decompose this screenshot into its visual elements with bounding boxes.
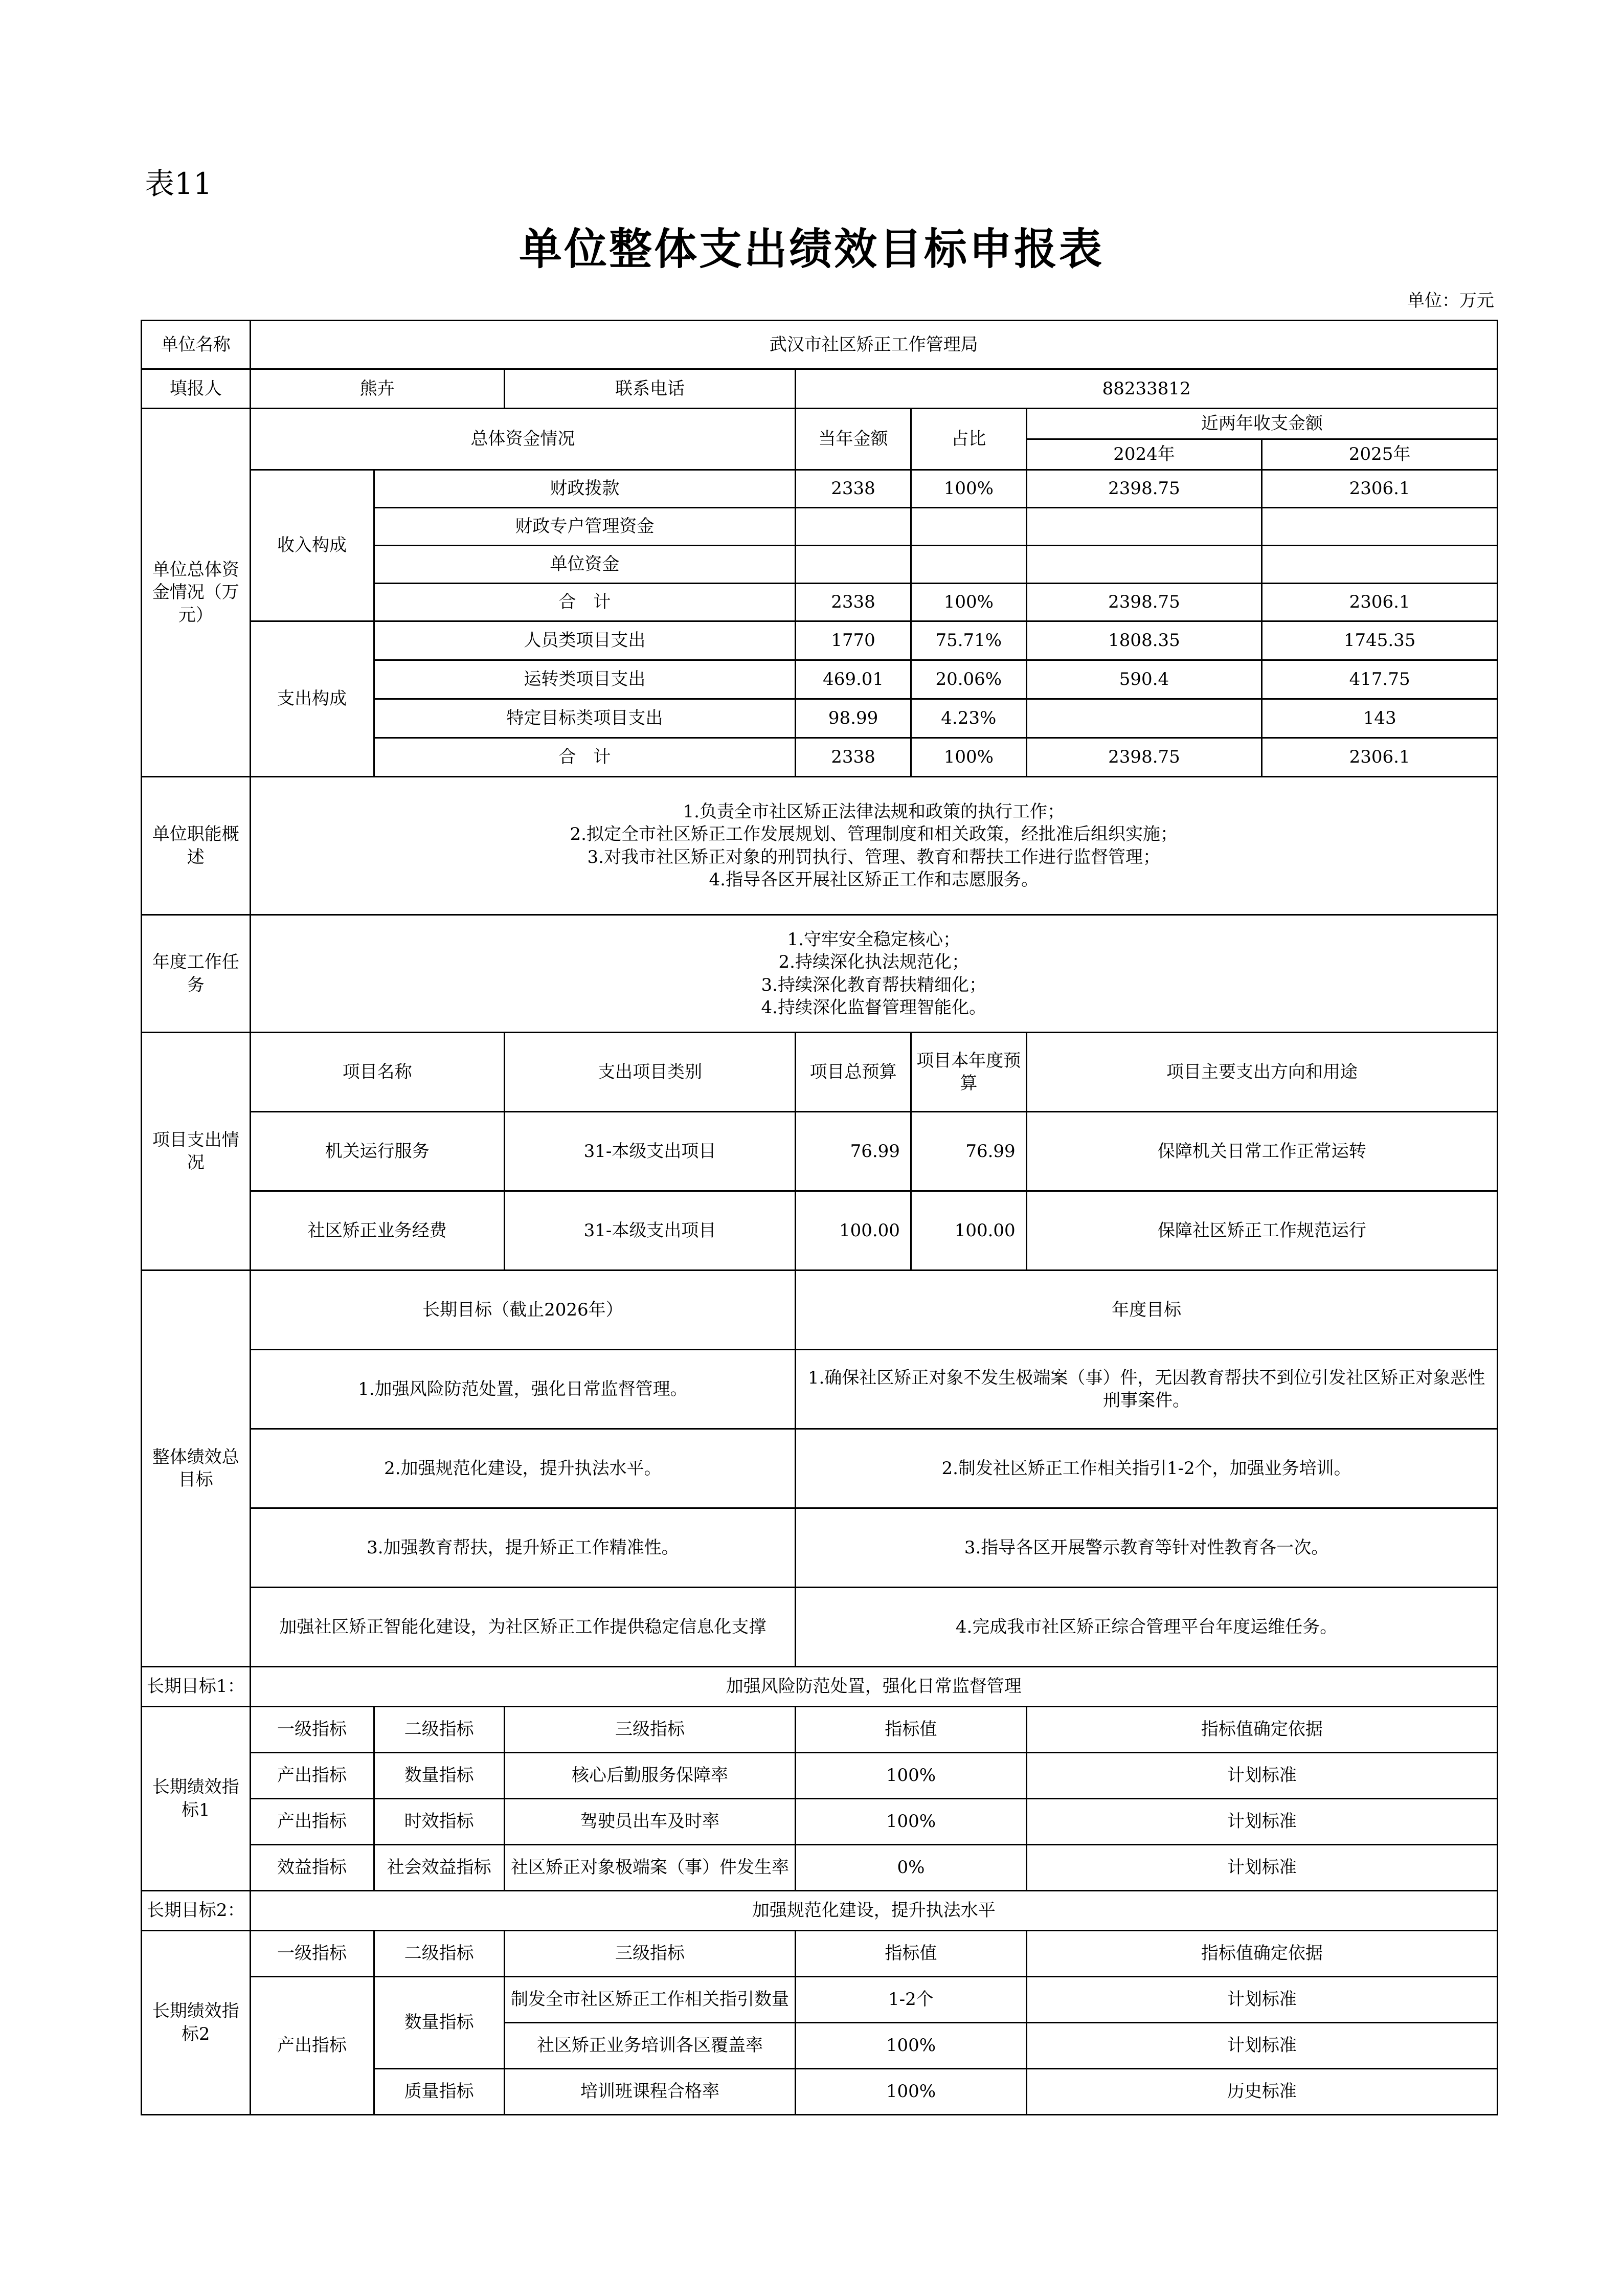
long-term-goal: 3.加强教育帮扶，提升矫正工作精准性。 [250, 1508, 796, 1588]
long-term-goal: 2.加强规范化建设，提升执法水平。 [250, 1429, 796, 1508]
expense-2024: 2398.75 [1026, 738, 1262, 777]
indicator-basis: 计划标准 [1026, 1977, 1497, 2023]
expense-amount: 2338 [796, 738, 911, 777]
expense-label: 支出构成 [250, 621, 374, 777]
project-year: 76.99 [911, 1112, 1026, 1191]
expense-amount: 469.01 [796, 660, 911, 699]
project-total: 76.99 [796, 1112, 911, 1191]
project-total: 100.00 [796, 1191, 911, 1270]
income-amount: 2338 [796, 584, 911, 621]
duty-item: 1.负责全市社区矫正法律法规和政策的执行工作； [683, 801, 1065, 822]
expense-2025: 143 [1262, 699, 1498, 738]
expense-2024: 1808.35 [1026, 621, 1262, 660]
indicator-value: 100% [796, 1799, 1026, 1845]
income-2025: 2306.1 [1262, 470, 1498, 508]
value-header: 指标值 [796, 1707, 1026, 1753]
long-term-goal-1-text: 加强风险防范处置，强化日常监督管理 [250, 1667, 1497, 1707]
indicator-level2: 社会效益指标 [374, 1845, 504, 1891]
year-2025-header: 2025年 [1262, 439, 1498, 470]
value-header: 指标值 [796, 1931, 1026, 1977]
level2-header: 二级指标 [374, 1931, 504, 1977]
indicators-2-label: 长期绩效指标2 [142, 1931, 251, 2115]
ratio-header: 占比 [911, 409, 1026, 470]
level3-header: 三级指标 [504, 1931, 795, 1977]
project-name: 机关运行服务 [250, 1112, 504, 1191]
indicator-basis: 计划标准 [1026, 1845, 1497, 1891]
level1-header: 一级指标 [250, 1931, 374, 1977]
indicator-basis: 历史标准 [1026, 2069, 1497, 2115]
indicator-level2: 数量指标 [374, 1753, 504, 1799]
indicator-value: 100% [796, 1753, 1026, 1799]
income-ratio: 100% [911, 584, 1026, 621]
project-purpose-header: 项目主要支出方向和用途 [1026, 1033, 1497, 1112]
indicator-value: 1-2个 [796, 1977, 1026, 2023]
duties-label: 单位职能概述 [142, 777, 251, 915]
project-category: 31-本级支出项目 [504, 1112, 795, 1191]
project-purpose: 保障机关日常工作正常运转 [1026, 1112, 1497, 1191]
expense-ratio: 4.23% [911, 699, 1026, 738]
indicator-level1: 产出指标 [250, 1977, 374, 2115]
expense-ratio: 100% [911, 738, 1026, 777]
long-term-goal-2-label: 长期目标2： [142, 1891, 251, 1931]
expense-2025: 417.75 [1262, 660, 1498, 699]
phone-label: 联系电话 [504, 369, 795, 409]
long-term-goal-1-label: 长期目标1： [142, 1667, 251, 1707]
project-year-header: 项目本年度预算 [911, 1033, 1026, 1112]
goals-label: 整体绩效总目标 [142, 1270, 251, 1667]
long-term-goal: 加强社区矫正智能化建设，为社区矫正工作提供稳定信息化支撑 [250, 1588, 796, 1667]
indicator-value: 100% [796, 2023, 1026, 2069]
expense-amount: 98.99 [796, 699, 911, 738]
task-item: 2.持续深化执法规范化； [778, 952, 969, 973]
income-item: 财政拨款 [374, 470, 796, 508]
phone-number: 88233812 [796, 369, 1498, 409]
income-2024: 2398.75 [1026, 584, 1262, 621]
income-amount [796, 508, 911, 546]
year-2024-header: 2024年 [1026, 439, 1262, 470]
expense-2024 [1026, 699, 1262, 738]
indicator-value: 100% [796, 2069, 1026, 2115]
project-category: 31-本级支出项目 [504, 1191, 795, 1270]
expense-ratio: 20.06% [911, 660, 1026, 699]
indicator-level1: 产出指标 [250, 1753, 374, 1799]
indicator-level3: 社区矫正业务培训各区覆盖率 [504, 2023, 795, 2069]
tasks-text [250, 915, 1497, 1033]
tasks-label: 年度工作任务 [142, 915, 251, 1033]
page-title: 单位整体支出绩效目标申报表 [519, 224, 1104, 274]
table-number: 表11 [145, 166, 212, 201]
task-item: 3.持续深化教育帮扶精细化； [761, 974, 986, 995]
long-term-goal: 1.加强风险防范处置，强化日常监督管理。 [250, 1350, 796, 1429]
indicator-basis: 计划标准 [1026, 1799, 1497, 1845]
task-item: 1.守牢安全稳定核心； [787, 929, 960, 950]
indicator-level3: 驾驶员出车及时率 [504, 1799, 795, 1845]
org-name: 武汉市社区矫正工作管理局 [250, 321, 1497, 369]
project-year: 100.00 [911, 1191, 1026, 1270]
expense-item: 运转类项目支出 [374, 660, 796, 699]
indicator-basis: 计划标准 [1026, 1753, 1497, 1799]
duty-item: 2.拟定全市社区矫正工作发展规划、管理制度和相关政策，经批准后组织实施； [570, 824, 1178, 845]
filler-label: 填报人 [142, 369, 251, 409]
filler-name: 熊卉 [250, 369, 504, 409]
indicator-level1: 效益指标 [250, 1845, 374, 1891]
annual-goal-header: 年度目标 [796, 1270, 1498, 1350]
annual-goal: 3.指导各区开展警示教育等针对性教育各一次。 [796, 1508, 1498, 1588]
expense-item: 特定目标类项目支出 [374, 699, 796, 738]
income-2025: 2306.1 [1262, 584, 1498, 621]
expense-2024: 590.4 [1026, 660, 1262, 699]
income-amount: 2338 [796, 470, 911, 508]
duty-item: 3.对我市社区矫正对象的刑罚执行、管理、教育和帮扶工作进行监督管理； [587, 846, 1160, 867]
indicator-level2: 时效指标 [374, 1799, 504, 1845]
expense-ratio: 75.71% [911, 621, 1026, 660]
project-total-header: 项目总预算 [796, 1033, 911, 1112]
income-ratio [911, 546, 1026, 584]
income-ratio: 100% [911, 470, 1026, 508]
level3-header: 三级指标 [504, 1707, 795, 1753]
indicator-level3: 制发全市社区矫正工作相关指引数量 [504, 1977, 795, 2023]
task-item: 4.持续深化监督管理智能化。 [761, 997, 986, 1018]
expense-2025: 2306.1 [1262, 738, 1498, 777]
basis-header: 指标值确定依据 [1026, 1707, 1497, 1753]
annual-goal: 1.确保社区矫正对象不发生极端案（事）件，无因教育帮扶不到位引发社区矫正对象恶性刑事案件。 [796, 1350, 1498, 1429]
org-name-label: 单位名称 [142, 321, 251, 369]
project-purpose: 保障社区矫正工作规范运行 [1026, 1191, 1497, 1270]
duty-item: 4.指导各区开展社区矫正工作和志愿服务。 [709, 869, 1039, 890]
indicator-level2-quality: 质量指标 [374, 2069, 504, 2115]
expense-2025: 1745.35 [1262, 621, 1498, 660]
expense-total: 合 计 [374, 738, 796, 777]
project-name-header: 项目名称 [250, 1033, 504, 1112]
income-2025 [1262, 546, 1498, 584]
indicator-level1: 产出指标 [250, 1799, 374, 1845]
indicator-level3: 核心后勤服务保障率 [504, 1753, 795, 1799]
income-label: 收入构成 [250, 470, 374, 621]
unit-note: 单位：万元 [1407, 291, 1494, 311]
income-item: 单位资金 [374, 546, 796, 584]
annual-goal: 2.制发社区矫正工作相关指引1-2个，加强业务培训。 [796, 1429, 1498, 1508]
basis-header: 指标值确定依据 [1026, 1931, 1497, 1977]
annual-goal: 4.完成我市社区矫正综合管理平台年度运维任务。 [796, 1588, 1498, 1667]
income-amount [796, 546, 911, 584]
level1-header: 一级指标 [250, 1707, 374, 1753]
income-2025 [1262, 508, 1498, 546]
long-term-goal-header: 长期目标（截止2026年） [250, 1270, 796, 1350]
indicator-value: 0% [796, 1845, 1026, 1891]
funds-section-label: 单位总体资金情况（万元） [142, 409, 251, 777]
indicator-level3: 社区矫正对象极端案（事）件发生率 [504, 1845, 795, 1891]
level2-header: 二级指标 [374, 1707, 504, 1753]
current-amount-header: 当年金额 [796, 409, 911, 470]
income-2024 [1026, 508, 1262, 546]
project-name: 社区矫正业务经费 [250, 1191, 504, 1270]
project-category-header: 支出项目类别 [504, 1033, 795, 1112]
expense-amount: 1770 [796, 621, 911, 660]
overall-funds-header: 总体资金情况 [250, 409, 796, 470]
projects-label: 项目支出情况 [142, 1033, 251, 1270]
indicators-1-label: 长期绩效指标1 [142, 1707, 251, 1891]
indicator-level3: 培训班课程合格率 [504, 2069, 795, 2115]
two-year-header: 近两年收支金额 [1026, 409, 1497, 439]
indicator-basis: 计划标准 [1026, 2023, 1497, 2069]
income-total: 合 计 [374, 584, 796, 621]
indicator-level2-quantity: 数量指标 [374, 1977, 504, 2069]
income-2024: 2398.75 [1026, 470, 1262, 508]
income-item: 财政专户管理资金 [374, 508, 796, 546]
duties-text [250, 777, 1497, 915]
expense-item: 人员类项目支出 [374, 621, 796, 660]
income-2024 [1026, 546, 1262, 584]
performance-target-table [141, 320, 1498, 2115]
income-ratio [911, 508, 1026, 546]
long-term-goal-2-text: 加强规范化建设，提升执法水平 [250, 1891, 1497, 1931]
